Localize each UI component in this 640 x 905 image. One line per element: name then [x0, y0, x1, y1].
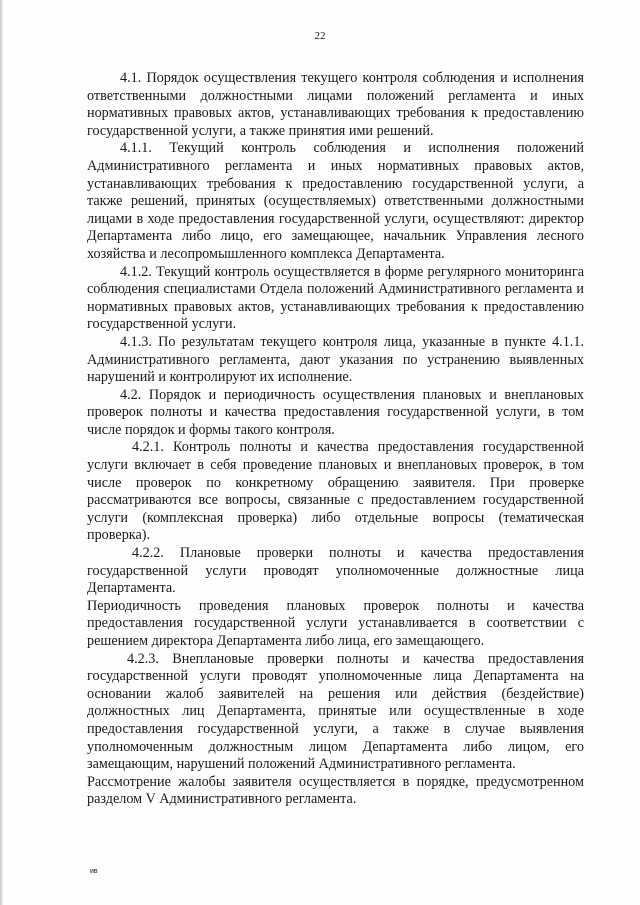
- paragraph-4-1-2: 4.1.2. Текущий контроль осуществляется в форме регулярного мониторинга соблюдения специалистами Отдела положений Административного регламента и нормативных правовых актов, устанавливающих требования к предоставлению государственной услуги.: [87, 263, 584, 333]
- paragraph-4-1-1: 4.1.1. Текущий контроль соблюдения и исполнения положений Административного регламента и иных нормативных правовых актов, устанавливающих требования к предоставлению государственной услуги, а также решений, принятых (осуществляемых) ответственными должностными лицами в ходе предоставления государственной услуги, осуществляют: директор Департамента либо лицо, его замещающее, начальник Управления лесного хозяйства и лесопромышленного комплекса Департамента.: [87, 140, 584, 262]
- paragraph-4-1-3: 4.1.3. По результатам текущего контроля лица, указанные в пункте 4.1.1. Административного регламента, дают указания по устранению выявленных нарушений и контролируют их исполнение.: [87, 333, 584, 386]
- paragraph-complaints: Рассмотрение жалобы заявителя осуществляется в порядке, предусмотренном разделом V Административного регламента.: [87, 773, 584, 808]
- paragraph-4-1: 4.1. Порядок осуществления текущего контроля соблюдения и исполнения ответственными должностными лицами положений регламента и иных нормативных правовых актов, устанавливающих требования к предоставлению государственной услуги, а также принятия ими решений.: [87, 70, 584, 139]
- paragraph-4-2-3: 4.2.3. Внеплановые проверки полноты и качества предоставления государственной услуги проводят уполномоченные лица Департамента на основании жалоб заявителей на решения или действия (бездействие) должностных лиц Департамента, принятые или осуществленные в ходе предоставления государственной услуги, а также в случае выявления уполномоченным должностным лицом Департамента либо лицом, его замещающим, нарушений положений Административного регламента.: [87, 650, 584, 773]
- paragraph-periodicity: Периодичность проведения плановых проверок полноты и качества предоставления государственной услуги устанавливается в соответствии с решением директора Департамента либо лица, его замещающего.: [87, 597, 584, 649]
- paragraph-4-2-1: 4.2.1. Контроль полноты и качества предоставления государственной услуги включает в себя проведение плановых и внеплановых проверок, в том числе проверок по конкретному обращению заявителя. При проверке рассматриваются все вопросы, связанные с предоставлением государственной услуги (комплексная проверка) либо отдельные вопросы (тематическая проверка).: [87, 439, 584, 544]
- footer-mark: ив: [90, 868, 98, 875]
- paragraph-4-2: 4.2. Порядок и периодичность осуществления плановых и внеплановых проверок полноты и качества предоставления государственной услуги, в том числе порядок и формы такого контроля.: [87, 386, 584, 438]
- document-body: [87, 70, 584, 809]
- paragraph-4-2-2: 4.2.2. Плановые проверки полноты и качества предоставления государственной услуги проводят уполномоченные должностные лица Департамента.: [87, 545, 584, 597]
- page-number: 22: [314, 30, 326, 42]
- scan-edge: [0, 0, 3, 905]
